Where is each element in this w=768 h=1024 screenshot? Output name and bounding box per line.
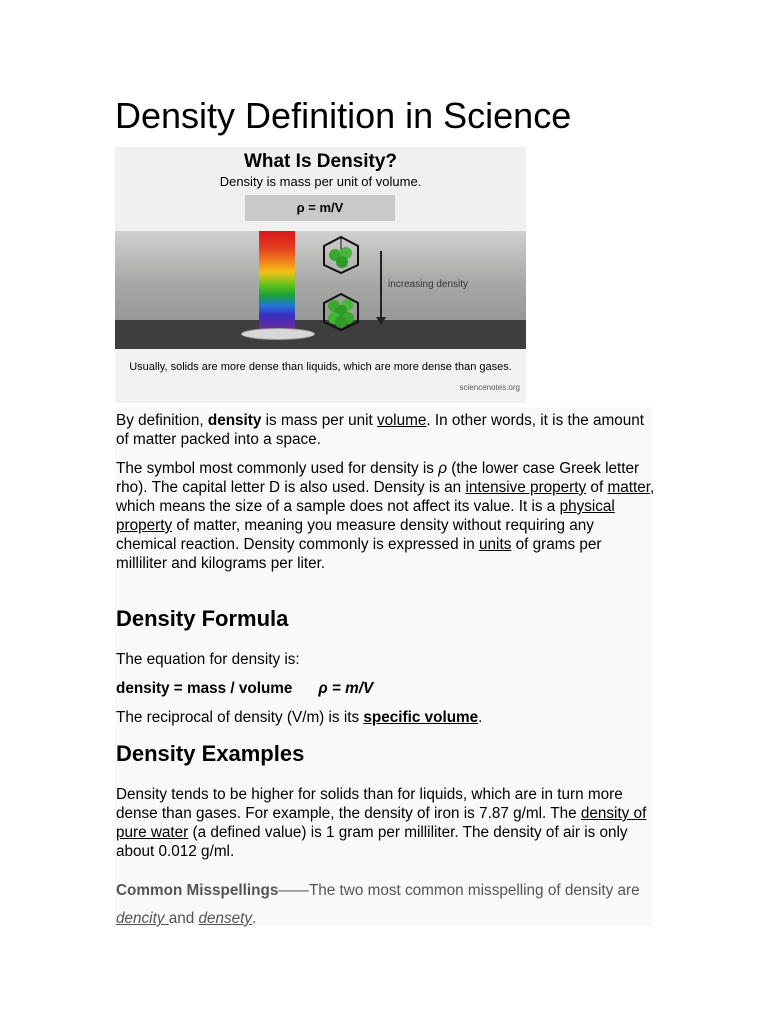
paragraph-equation [116, 679, 656, 698]
text: of [586, 479, 608, 496]
misspellings-label: Common Misspellings [116, 882, 279, 899]
text: By definition, [116, 412, 208, 429]
heading-density-formula: Density Formula [116, 606, 289, 631]
density-arrow-icon [380, 251, 382, 321]
link-specific-volume[interactable]: specific volume [363, 709, 479, 726]
heading-density-examples: Density Examples [116, 741, 305, 766]
paragraph-definition [116, 411, 656, 449]
figure-subtitle: Density is mass per unit of volume. [219, 174, 422, 189]
link-density-of-pure-water[interactable]: density of pure water [116, 805, 647, 841]
paragraph-examples [116, 785, 656, 861]
cylinder-base-icon [241, 328, 315, 340]
rho-symbol: ρ [438, 460, 447, 477]
text: (the lower case Greek letter rho). The capital letter D is also used. Density is an [116, 460, 640, 496]
text: The reciprocal of density (V/m) is its [116, 709, 364, 726]
low-density-cube-icon [321, 235, 361, 275]
bold-term: density [207, 412, 262, 429]
equation-symbols: ρ = m/V [318, 680, 374, 697]
text: . [478, 709, 483, 726]
text: , which means the size of a sample does not affect its value. It is a [116, 479, 655, 515]
paragraph-reciprocal [116, 708, 656, 727]
arrow-label: increasing density [388, 279, 469, 290]
text: Density tends to be higher for solids than for liquids, which are in turn more dense than gases. For example, the density of iron is 7.87 g/ml. The [116, 786, 623, 822]
high-density-cube-icon [321, 292, 361, 332]
arrowhead-icon [376, 317, 386, 325]
text: . In other words, it is the amount of matter packed into a space. [116, 412, 645, 448]
link-units[interactable]: units [479, 536, 512, 553]
text: (a defined value) is 1 gram per milliliter. The density of air is only about 0.012 g/ml. [116, 824, 628, 860]
paragraph-symbol [116, 459, 656, 573]
link-volume[interactable]: volume [377, 412, 427, 429]
paragraph-equation-intro: The equation for density is: [116, 651, 300, 668]
figure-title: What Is Density? [243, 151, 398, 172]
figure-caption: Usually, solids are more dense than liquids, which are more dense than gases. [129, 361, 512, 373]
text: is mass per unit [261, 412, 378, 429]
text: of grams per milliliter and kilograms per liter. [116, 536, 602, 572]
graduated-cylinder-icon [259, 231, 295, 329]
text: and [168, 910, 199, 927]
paragraph-misspellings [116, 877, 656, 933]
misspelling-dencity: dencity [116, 910, 169, 927]
text: of matter, meaning you measure density without requiring any chemical reaction. Density commonly is expressed in [116, 517, 594, 553]
density-figure [115, 147, 526, 403]
figure-formula: ρ = m/V [245, 195, 395, 221]
equation-words: density = mass / volume [116, 680, 293, 697]
text: ——The two most common misspelling of density are [278, 882, 640, 899]
link-matter[interactable]: matter [607, 479, 650, 496]
misspelling-densety: densety [198, 910, 253, 927]
link-intensive-property[interactable]: intensive property [465, 479, 587, 496]
text: The symbol most commonly used for density is [116, 460, 439, 477]
text: . [252, 910, 257, 927]
link-physical-property[interactable]: physical property [116, 498, 615, 534]
figure-source: sciencenotes.org [459, 383, 520, 392]
page-title: Density Definition in Science [115, 95, 572, 136]
